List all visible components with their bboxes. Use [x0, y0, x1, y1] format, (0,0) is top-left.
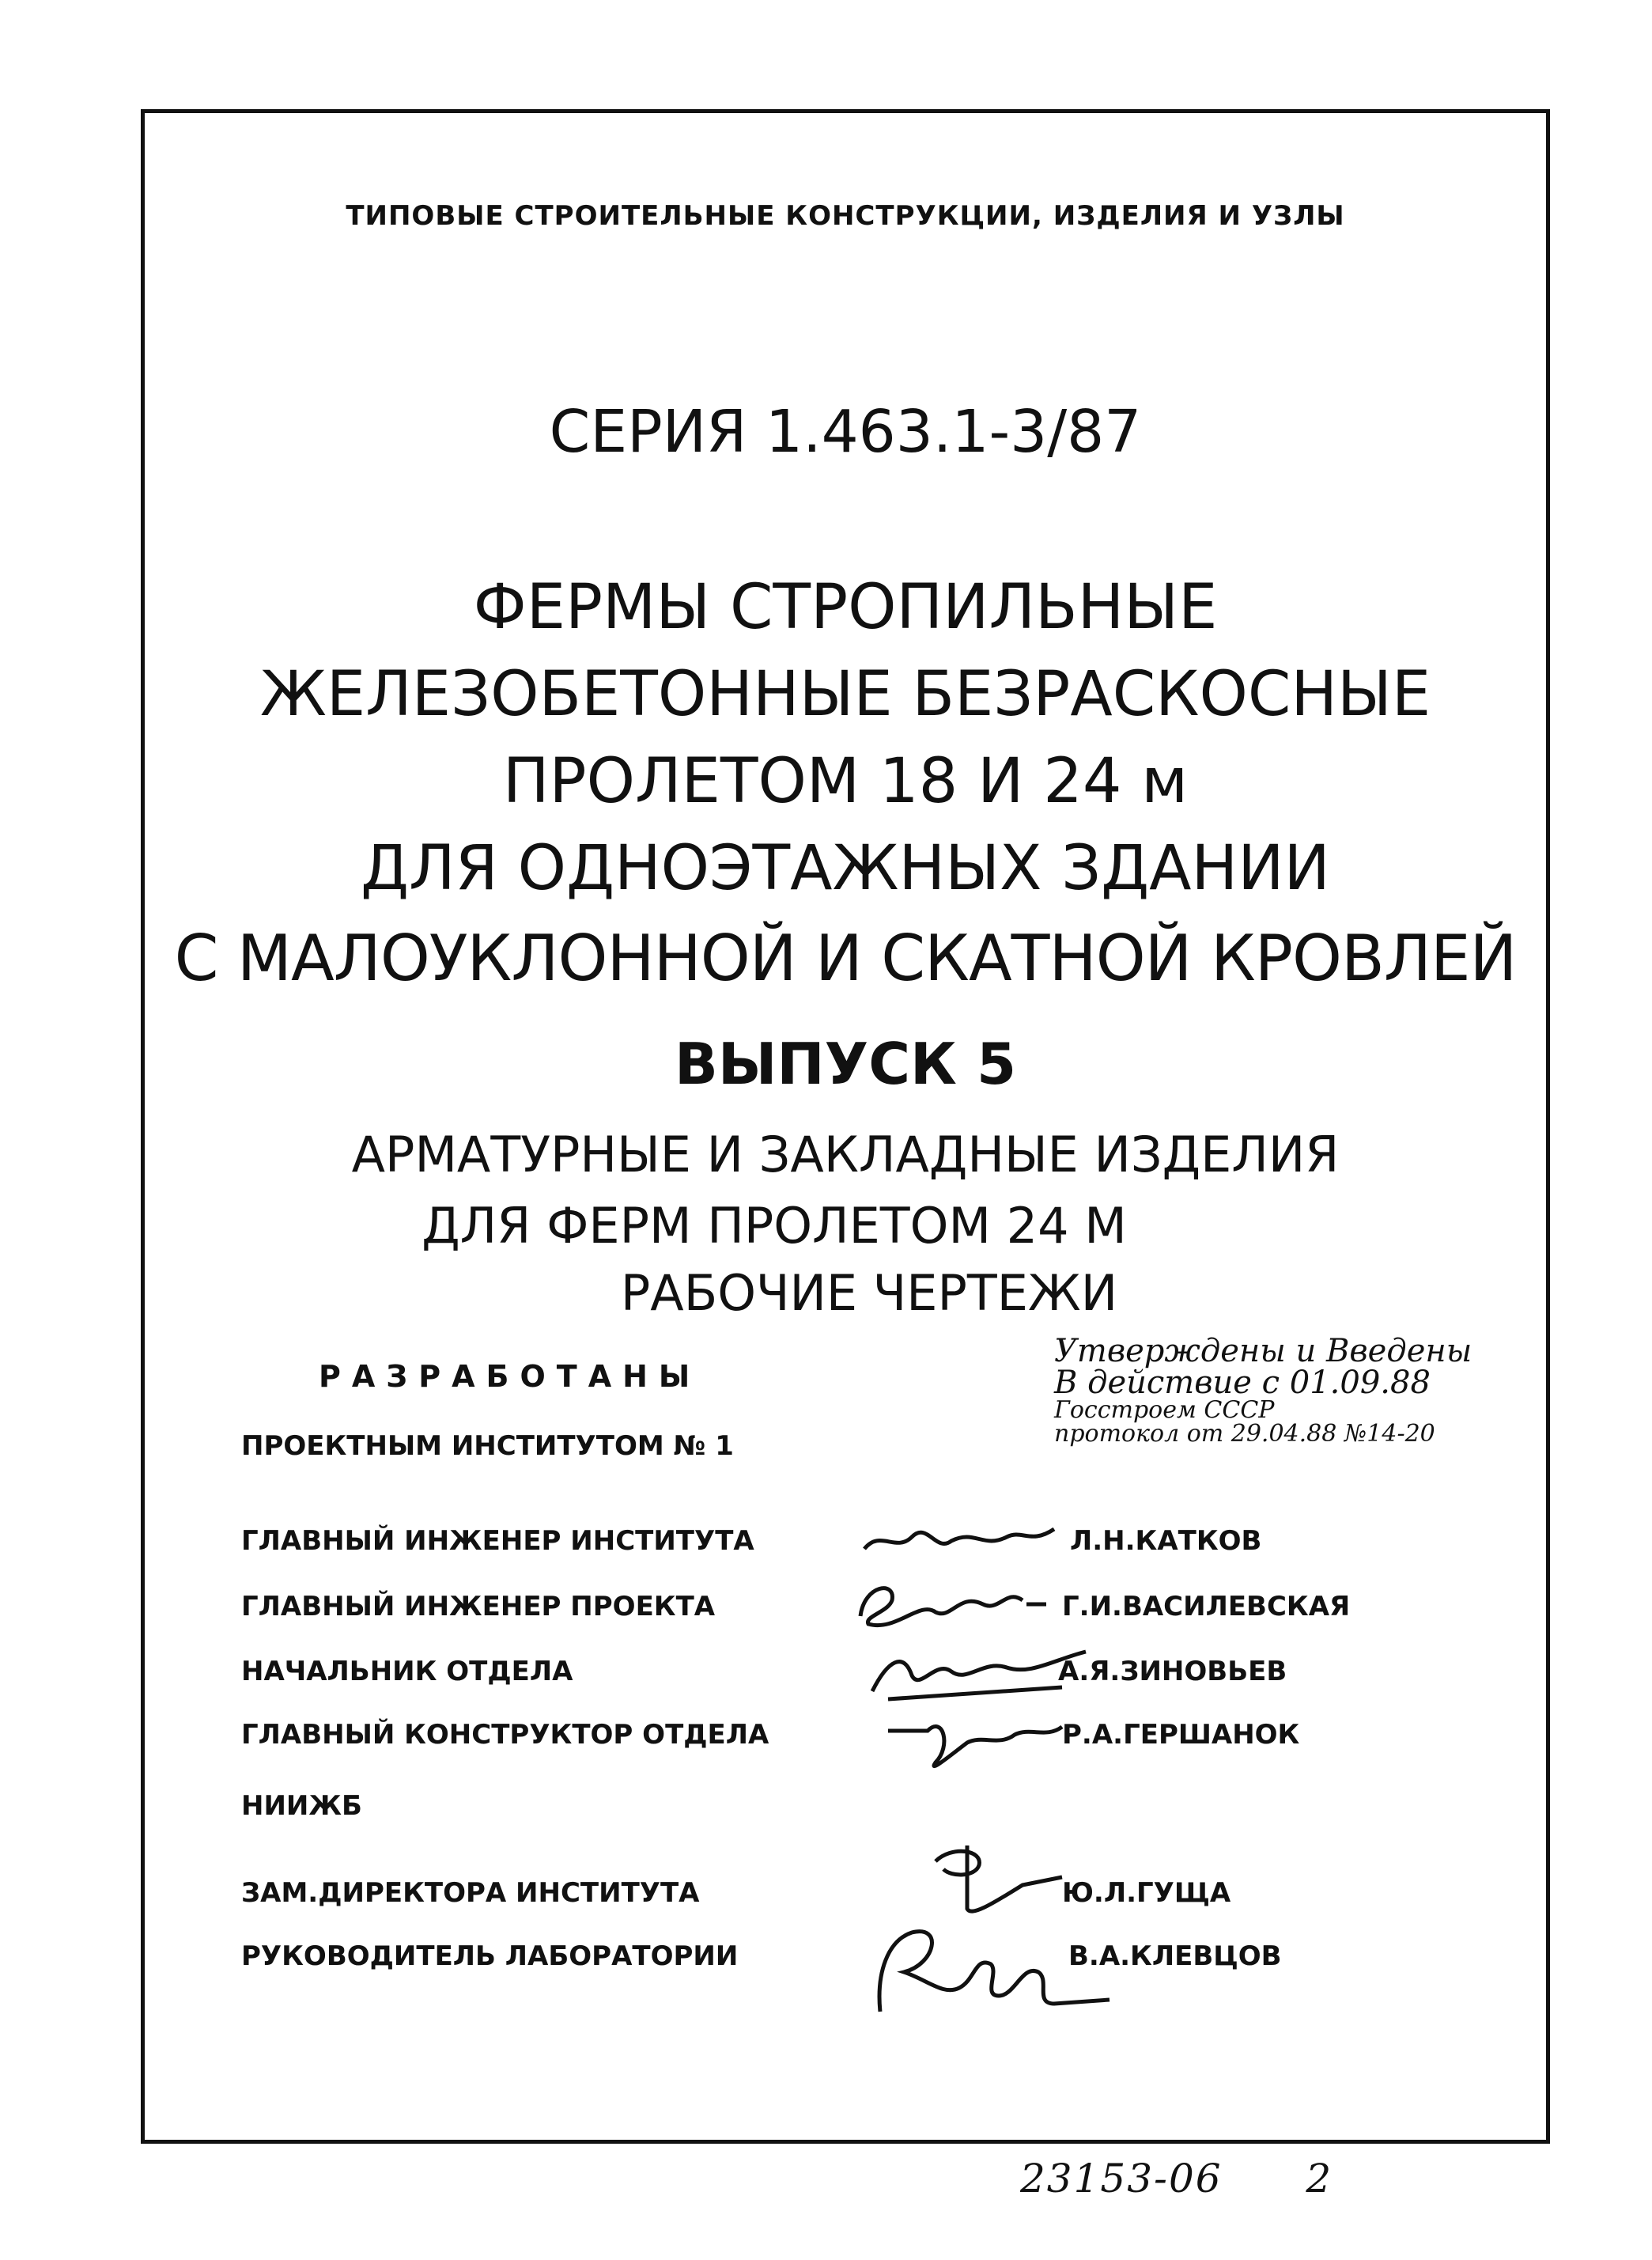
approval-line-1: Утверждены и Введены: [1054, 1333, 1472, 1369]
handwritten-signature-zinovyev: [856, 1636, 1094, 1707]
signature-name-department-head: А.Я.ЗИНОВЬЕВ: [1058, 1656, 1287, 1687]
approval-line-3: Госстроем СССР: [1054, 1396, 1275, 1424]
main-title-line-1: ФЕРМЫ СТРОПИЛЬНЫЕ: [473, 572, 1218, 643]
signature-role-chief-engineer-project: ГЛАВНЫЙ ИНЖЕНЕР ПРОЕКТА: [241, 1591, 716, 1622]
signature-role-chief-engineer-institute: ГЛАВНЫЙ ИНЖЕНЕР ИНСТИТУТА: [241, 1525, 754, 1557]
footer-page-number: 2: [1306, 2156, 1333, 2201]
developed-organization: ПРОЕКТНЫМ ИНСТИТУТОМ № 1: [241, 1430, 734, 1462]
footer-document-code: [1020, 2156, 1333, 2201]
signature-role-chief-designer: ГЛАВНЫЙ КОНСТРУКТОР ОТДЕЛА: [241, 1719, 769, 1751]
series-title: СЕРИЯ 1.463.1-3/87: [549, 398, 1142, 466]
signature-name-deputy-director: Ю.Л.ГУЩА: [1062, 1877, 1231, 1909]
signature-role-lab-head: РУКОВОДИТЕЛЬ ЛАБОРАТОРИИ: [241, 1940, 739, 1972]
issue-subtitle-line-1: АРМАТУРНЫЕ И ЗАКЛАДНЫЕ ИЗДЕЛИЯ: [351, 1126, 1340, 1183]
signature-name-chief-engineer-institute: Л.Н.КАТКОВ: [1070, 1525, 1262, 1557]
title-block-frame: [141, 109, 1550, 2144]
approval-line-4: протокол от 29.04.88 №14-20: [1054, 1420, 1435, 1448]
main-title-line-2: ЖЕЛЕЗОБЕТОННЫЕ БЕЗРАСКОСНЫЕ: [259, 659, 1431, 730]
issue-subtitle-line-3: РАБОЧИЕ ЧЕРТЕЖИ: [620, 1264, 1118, 1322]
approval-note: [1054, 1335, 1472, 1446]
handwritten-signature-klevtsov: [856, 1909, 1125, 2027]
handwritten-signature-gershanok: [880, 1699, 1078, 1778]
main-title-line-4: ДЛЯ ОДНОЭТАЖНЫХ ЗДАНИИ: [361, 833, 1330, 904]
signature-role-department-head: НАЧАЛЬНИК ОТДЕЛА: [241, 1656, 573, 1687]
top-caption: ТИПОВЫЕ СТРОИТЕЛЬНЫЕ КОНСТРУКЦИИ, ИЗДЕЛИЯ И УЗЛЫ: [346, 200, 1345, 232]
signature-name-lab-head: В.А.КЛЕВЦОВ: [1068, 1940, 1282, 1972]
signature-name-chief-engineer-project: Г.И.ВАСИЛЕВСКАЯ: [1062, 1591, 1351, 1622]
handwritten-signature-katkov: [856, 1513, 1078, 1569]
approval-line-2: В действие с 01.09.88: [1054, 1365, 1431, 1401]
issue-title: ВЫПУСК 5: [674, 1031, 1017, 1097]
main-title-line-3: ПРОЛЕТОМ 18 И 24 м: [502, 746, 1189, 817]
footer-code-number: 23153-06: [1020, 2156, 1223, 2201]
signature-role-deputy-director: ЗАМ.ДИРЕКТОРА ИНСТИТУТА: [241, 1877, 700, 1909]
second-organization: НИИЖБ: [241, 1790, 362, 1822]
issue-subtitle-line-2: ДЛЯ ФЕРМ ПРОЛЕТОМ 24 М: [422, 1197, 1127, 1255]
developed-label: РАЗРАБОТАНЫ: [319, 1359, 701, 1394]
handwritten-signature-vasilevskaya: [849, 1569, 1054, 1640]
signature-name-chief-designer: Р.А.ГЕРШАНОК: [1062, 1719, 1300, 1751]
main-title-line-5: С МАЛОУКЛОННОЙ И СКАТНОЙ КРОВЛЕЙ: [174, 922, 1517, 995]
